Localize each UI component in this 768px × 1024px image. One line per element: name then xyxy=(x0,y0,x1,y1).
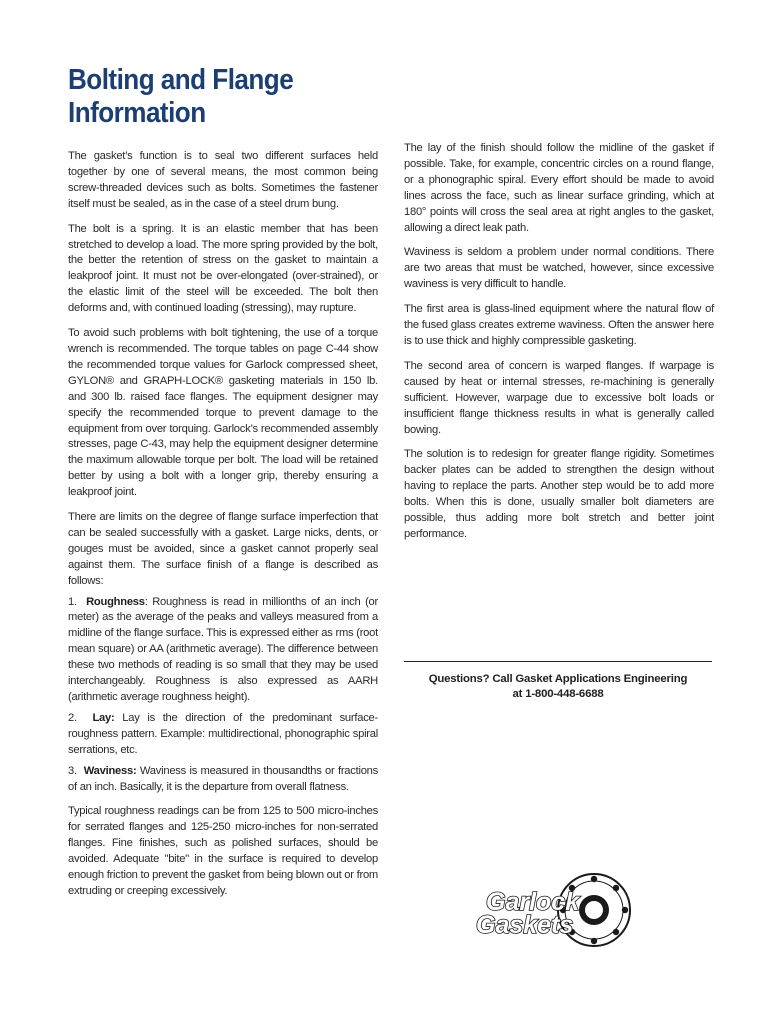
list-item-lay xyxy=(68,711,378,759)
paragraph: The lay of the finish should follow the midline of the gasket if possible. Take, for example, concentric circles on a round flange, or a phonographic spiral. Every effort should be made to avoid lines across the face, such as linear surface grinding, which at 180° points will cross the seal area at right angles to the gasket, allowing a direct leak path. xyxy=(404,142,714,234)
list-item-text: Lay is the direction of the predominant surface-roughness pattern. Example: multidirectional, phonographic spiral serrations, etc. xyxy=(68,711,378,756)
paragraph: The first area is glass-lined equipment where the natural flow of the fused glass creates extreme waviness. Often the answer here is to use thick and highly compressible gasketing. xyxy=(404,303,714,347)
paragraph: There are limits on the degree of flange surface imperfection that can be sealed successfully with a gasket. Large nicks, dents, or gouges must be avoided, since a gasket cannot properly seal against them. The surface finish of a flange is described as follows: xyxy=(68,511,378,587)
paragraph: To avoid such problems with bolt tightening, the use of a torque wrench is recommended. The torque tables on page C-44 show the recommended torque values for Garlock compressed sheet, GYLON® and GRAPH-LOCK® gasketing materials in 150 lb. and 300 lb. raised face flanges. The equipment designer may specify the recommended torque to prevent damage to the equipment from over torquing. Garlock’s recommended assembly stresses, page C-43, may help the equipment designer determine the maximum allowable torque per bolt. The load will be retained better by using a bolt with a longer grip, thereby ensuring a leakproof joint. xyxy=(68,327,378,499)
divider xyxy=(404,661,712,662)
logo-text-gaskets: Gaskets xyxy=(476,911,574,939)
list-item-waviness xyxy=(68,764,378,796)
list-item-term: Waviness: xyxy=(83,764,137,777)
contact-callout xyxy=(404,672,712,702)
paragraph: The bolt is a spring. It is an elastic member that has been stretched to develop a load. The more spring provided by the bolt, the better the retention of stress on the gasket to maintain a leakproof joint. It must not be over-elongated (over-strained), or the elastic limit of the steel will be exceeded. The bolt then deforms and, with continued loading (stressing), may rupture. xyxy=(68,222,378,315)
list-item-roughness xyxy=(68,595,378,706)
paragraph: The gasket’s function is to seal two different surfaces held together by one of several means, the most common being screw-threaded devices such as bolts. Sometimes the fastener itself must be sealed, as in the case of a steel drum bung. xyxy=(68,150,378,210)
paragraph: The solution is to redesign for greater flange rigidity. Sometimes backer plates can be added to strengthen the design without having to replace the parts. Another step would be to add more bolts. When this is done, usually smaller bolt diameters are possible, thus adding more bolt stretch and better joint performance. xyxy=(404,448,714,540)
paragraph: The second area of concern is warped flanges. If warpage is caused by heat or internal stresses, re-machining is generally sufficient. However, warpage due to excessive bolt loads or insufficient flange thickness results in what is generally called bowing. xyxy=(404,359,714,436)
paragraph: Waviness is seldom a problem under normal conditions. There are two areas that must be watched, however, since excessive waviness is very difficult to handle. xyxy=(404,246,714,291)
list-item-separator: : xyxy=(144,595,148,608)
list-item-number: 1. xyxy=(68,595,77,608)
list-item-term: Lay: xyxy=(92,711,115,724)
contact-phone: at 1-800-448-6688 xyxy=(512,688,604,700)
page-title: Bolting and Flange Information xyxy=(68,64,294,129)
logo-text-garlock: Garlock xyxy=(486,888,580,916)
list-item-number: 3. xyxy=(68,764,77,777)
list-item-text: Roughness is read in millionths of an inch (or meter) as the average of the peaks and valleys measured from a midline of the flange surface. This is expressed either as rms (root mean square) or AA (arithmetic average). The difference between these two methods of reading is so small that they may be used interchangeably. Roughness is also expressed as AARH (arithmetic average roughness height). xyxy=(68,595,378,703)
list-item-term: Roughness xyxy=(86,595,145,608)
list-item-number: 2. xyxy=(68,711,77,724)
right-column xyxy=(404,141,714,552)
contact-line: Questions? Call Gasket Applications Engineering xyxy=(428,673,688,685)
paragraph: Typical roughness readings can be from 125 to 500 micro-inches for serrated flanges and 125-250 micro-inches for non-serrated flanges. Fine finishes, such as polished surfaces, should be avoided. Adequate "bite" in the surface is required to develop enough friction to prevent the gasket from being blown out or from extruding or creeping excessively. xyxy=(68,805,378,897)
left-column xyxy=(68,149,378,909)
garlock-gaskets-logo xyxy=(470,872,648,948)
list-item-text: Waviness is measured in thousandths or fractions of an inch. Basically, it is the departure from overall flatness. xyxy=(68,764,378,793)
